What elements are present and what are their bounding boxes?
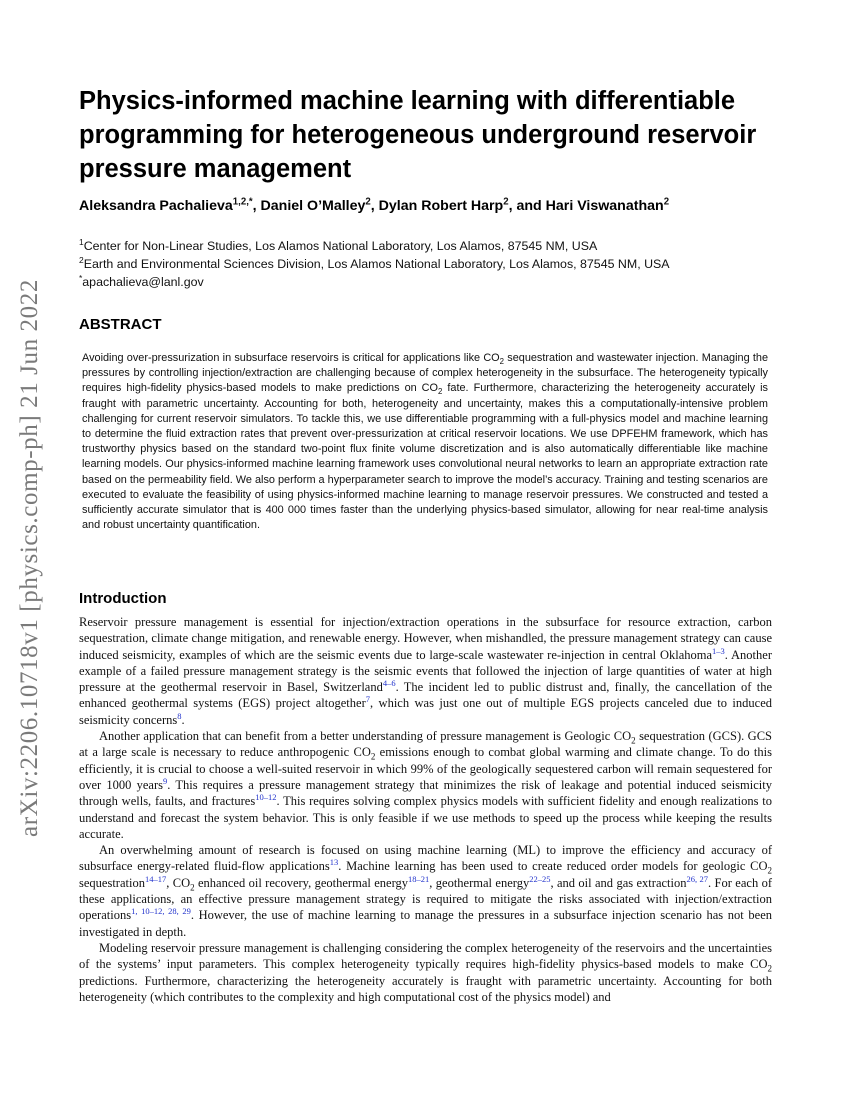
author-list bbox=[79, 198, 809, 214]
body-text: Reservoir pressure management is essential for injection/extraction operations in the subsurface for resource extraction, carbon sequestration, climate change mitigation, and renewable energy. However, when mishandled, the pressure management strategy can cause induced seismicity, examples of which are the seismic events due to large-scale wastewater re-injection in central Oklahoma bbox=[79, 615, 772, 662]
citation-link[interactable]: 1–3 bbox=[712, 645, 725, 656]
paragraph bbox=[79, 614, 772, 728]
corresponding-email bbox=[79, 273, 809, 291]
body-text: , which was just one out of multiple EGS projects canceled due to induced seismicity concerns bbox=[79, 696, 772, 727]
affiliation-text: Earth and Environmental Sciences Division, Los Alamos National Laboratory, Los Alamos, 87545 NM, USA bbox=[83, 257, 670, 271]
body-text: . Another example of a failed pressure management strategy is the seismic events that followed the injection of large quantities of water at high pressure at the geothermal reservoir in Basel, Switzerland bbox=[79, 647, 772, 695]
abstract-text: sequestration and wastewater injection. Managing the pressures by controlling injection/extraction are challenging because of complex heterogeneity in the subsurface. The heterogeneity typically requires high-fidelity physics-based models to make predictions on CO bbox=[82, 352, 768, 395]
citation-link[interactable]: 26, 27 bbox=[686, 873, 709, 884]
abstract-heading: ABSTRACT bbox=[79, 316, 162, 333]
email-text: apachalieva@lanl.gov bbox=[82, 275, 204, 289]
body-text: , geothermal energy bbox=[429, 875, 530, 890]
paragraph bbox=[79, 728, 772, 842]
subscript: 2 bbox=[370, 751, 376, 762]
affiliation-1 bbox=[79, 237, 809, 255]
body-text: . This requires solving complex physics models with sufficient fidelity and enough realizations to understand and forecast the system behavior. This is only feasible if we use methods to speed up the process while keeping the results accurate. bbox=[79, 794, 772, 841]
body-text: emissions enough to combat global warming and climate change. To do this efficiently, it is crucial to choose a well-suited reservoir in which 99% of the geologically sequestered carbon will remain sequestered for over 1000 years bbox=[79, 745, 772, 792]
subscript: 2 bbox=[631, 735, 636, 746]
citation-link[interactable]: 1, 10–12, 28, 29 bbox=[131, 906, 191, 917]
body-text: . The incident led to public distrust and, finally, the cancellation of the enhanced geothermal systems (EGS) project altogether bbox=[79, 680, 772, 711]
abstract-text: fate. Furthermore, characterizing the heterogeneity accurately is fraught with parametric uncertainty. Accounting for both, heterogeneity and uncertainty, makes this a computationally-intensive problem challenging for current reservoir simulators. To tackle this, we use differentiable programming with a full-physics model and machine learning to determine the fluid extraction rates that prevent over-pressurization at critical reservoir locations. We use DPFEHM framework, which has trustworthy physics based on the standard two-point flux finite volume discretization and is also automatically differentiable like machine learning models. Our physics-informed machine learning framework uses convolutional neural networks to learn an appropriate extraction rate based on the permeability field. We also perform a hyperparameter search to improve the model’s accuracy. Training and testing scenarios are executed to evaluate the feasibility of using physics-informed machine learning to manage reservoir pressures. We constructed and tested a sufficiently accurate simulator that is 400 000 times faster than the underlying physics-based simulator, allowing for near real-time analysis and robust uncertainty quantification. bbox=[82, 382, 768, 532]
abstract-body bbox=[82, 351, 768, 533]
body-text: An overwhelming amount of research is focused on using machine learning (ML) to improve the efficiency and accuracy of subsurface energy-related fluid-flow applications bbox=[79, 843, 772, 874]
abstract-text: Avoiding over-pressurization in subsurface reservoirs is critical for applications like CO bbox=[82, 352, 500, 364]
arxiv-stamp bbox=[10, 238, 50, 878]
paragraph bbox=[79, 940, 772, 1005]
subscript: 2 bbox=[767, 865, 772, 876]
body-text: enhanced oil recovery, geothermal energy bbox=[194, 875, 409, 890]
citation-link[interactable]: 7 bbox=[365, 694, 370, 705]
body-text: . For each of these applications, an effective pressure management strategy is required to mitigate the risks associated with injection/extraction operations bbox=[79, 875, 773, 923]
author-affiliation-mark: 2 bbox=[365, 196, 371, 208]
citation-link[interactable]: 9 bbox=[163, 775, 168, 786]
body-text: . bbox=[181, 712, 185, 727]
subscript: 2 bbox=[499, 357, 505, 367]
citation-link[interactable]: 4–6 bbox=[382, 678, 396, 689]
body-text: Modeling reservoir pressure management is challenging considering the complex heterogeneity of the reservoirs and the uncertainties of the systems’ input parameters. This complex heterogeneity typically requires high-fidelity physics-based models to make CO bbox=[79, 940, 772, 972]
author-separator: , bbox=[370, 198, 379, 214]
body-text: predictions. Furthermore, characterizing the heterogeneity accurately is fraught with parametric uncertainty. Accounting for both heterogeneity (which contributes to the complexity and high computational cost of the physics model) and bbox=[79, 973, 772, 1004]
affiliation-mark: 2 bbox=[79, 254, 84, 265]
introduction-body bbox=[79, 614, 772, 1005]
affiliations bbox=[79, 237, 809, 291]
author-name: Dylan Robert Harp bbox=[378, 198, 504, 214]
citation-link[interactable]: 8 bbox=[177, 710, 182, 721]
author-separator: , and bbox=[508, 198, 546, 214]
citation-link[interactable]: 10–12 bbox=[255, 792, 277, 803]
affiliation-mark: * bbox=[79, 272, 83, 283]
body-text: , and oil and gas extraction bbox=[550, 875, 687, 890]
arxiv-stamp-text: arXiv:2206.10718v1 [physics.comp-ph] 21 Jun 2022 bbox=[16, 279, 44, 837]
citation-link[interactable]: 14–17 bbox=[144, 873, 167, 884]
author-name: Hari Viswanathan bbox=[545, 198, 664, 214]
body-text: sequestration bbox=[79, 875, 145, 890]
subscript: 2 bbox=[767, 963, 772, 974]
author-separator: , bbox=[252, 198, 261, 214]
citation-link[interactable]: 13 bbox=[329, 857, 339, 868]
affiliation-2 bbox=[79, 255, 809, 273]
body-text: . However, the use of machine learning to manage the pressures in a subsurface injection scenario has not been investigated in depth. bbox=[79, 908, 772, 939]
affiliation-text: Center for Non-Linear Studies, Los Alamos National Laboratory, Los Alamos, 87545 NM, USA bbox=[83, 239, 598, 253]
author-name: Aleksandra Pachalieva bbox=[79, 198, 233, 214]
body-text: . Machine learning has been used to create reduced order models for geologic CO bbox=[338, 859, 768, 874]
body-text: Another application that can benefit from a better understanding of pressure management is Geologic CO bbox=[99, 729, 632, 744]
author-affiliation-mark: 1,2,* bbox=[232, 196, 253, 208]
author-affiliation-mark: 2 bbox=[503, 196, 509, 208]
introduction-heading: Introduction bbox=[79, 590, 167, 607]
author-affiliation-mark: 2 bbox=[663, 196, 670, 208]
citation-link[interactable]: 18–21 bbox=[408, 873, 430, 884]
paper-title: Physics-informed machine learning with differentiable programming for heterogeneous underground reservoir pressure management bbox=[79, 87, 757, 183]
citation-link[interactable]: 22–25 bbox=[529, 873, 551, 884]
subscript: 2 bbox=[438, 387, 443, 397]
body-text: . This requires a pressure management strategy that minimizes the risk of leakage and potential induced seismicity through wells, faults, and fractures bbox=[79, 777, 772, 809]
author-name: Daniel O’Malley bbox=[260, 198, 366, 214]
affiliation-mark: 1 bbox=[79, 236, 84, 247]
paragraph bbox=[79, 842, 772, 940]
subscript: 2 bbox=[190, 882, 195, 893]
body-text: sequestration (GCS). GCS at a large scale is necessary to reduce anthropogenic CO bbox=[79, 729, 773, 760]
body-text: , CO bbox=[166, 875, 191, 890]
